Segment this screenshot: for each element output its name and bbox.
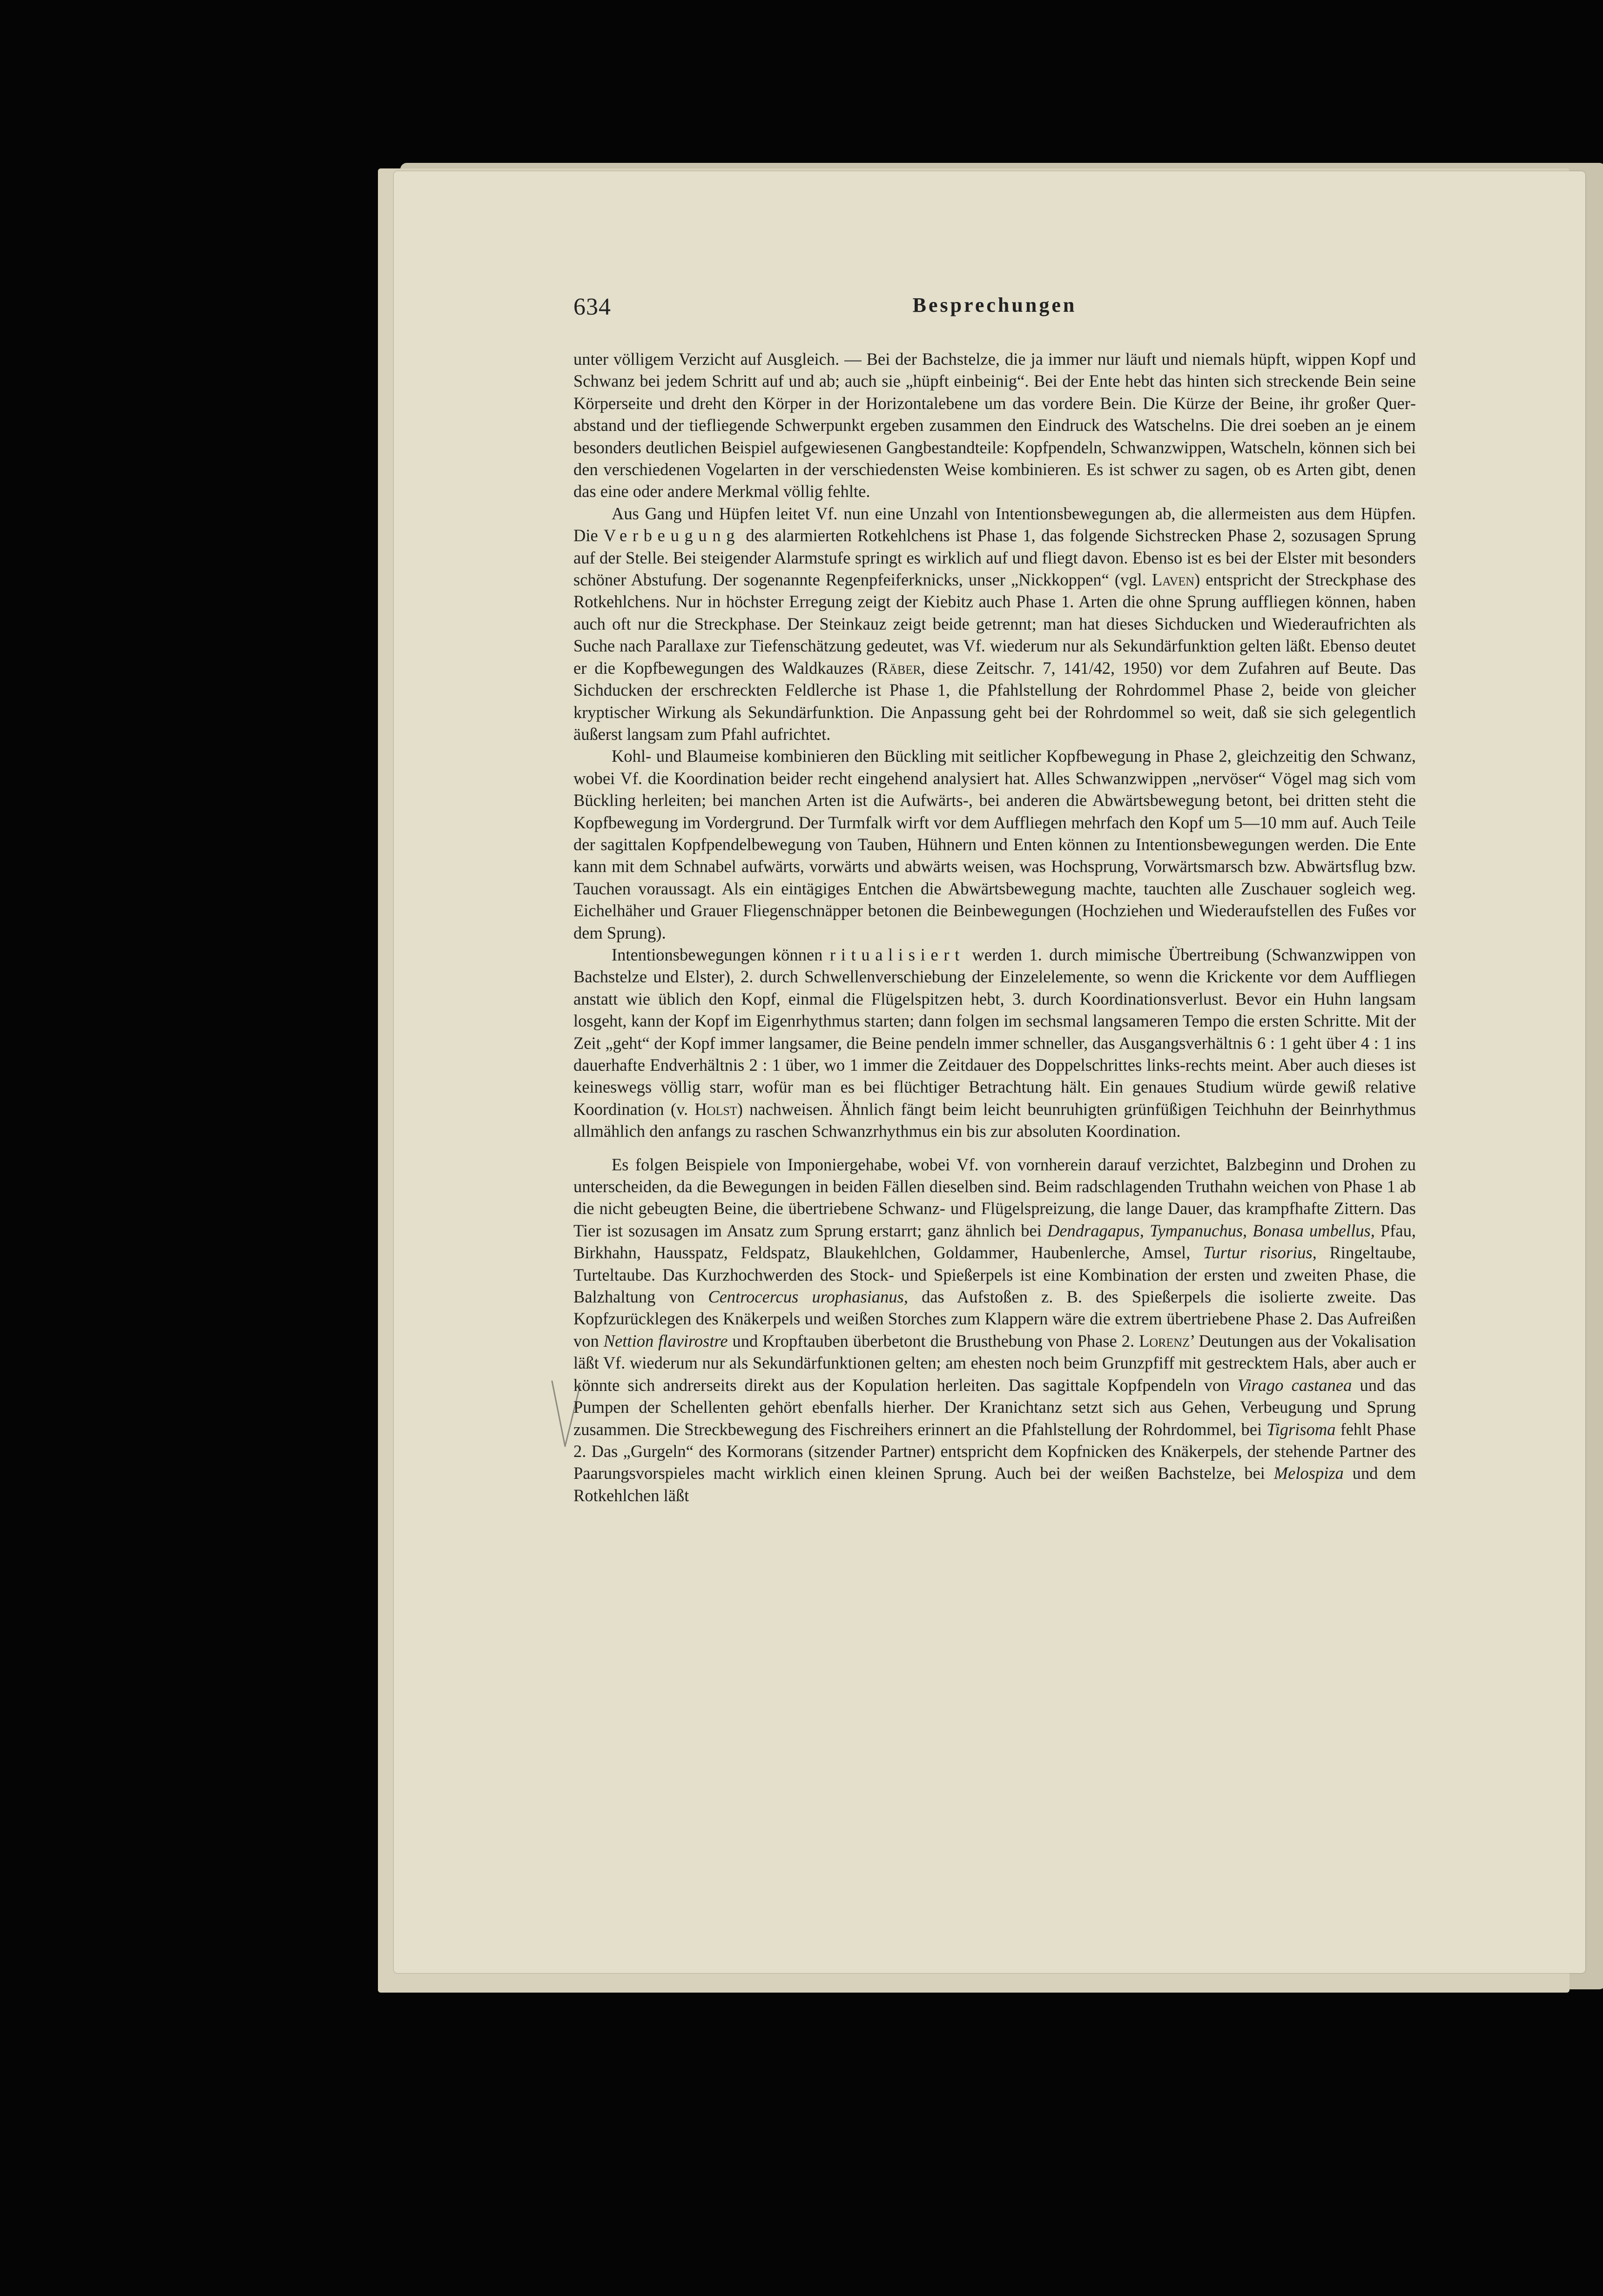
paragraph-text: und Kropftauben überbetont die Brusthebung von Phase 2.	[727, 1331, 1139, 1350]
paragraph-text: Pfau, Birkhahn, Hausspatz, Feldspatz, Blaukehlchen, Goldammer, Haubenlerche, Amsel,	[573, 1221, 1416, 1262]
author-name: Laven	[1152, 570, 1195, 590]
paragraph-text: und dem Rotkehlchen läßt	[573, 1464, 1416, 1505]
author-name: Räber	[877, 658, 921, 678]
author-name: Holst	[694, 1099, 737, 1119]
paragraph-text: , diese Zeitschr. 7, 141/42, 1950) vor dem Zufahren auf Beute. Das Sichducken der erschreckten Feldlerche ist Phase 1, die Pfahlstellung der Rohrdommel Phase 2, beide von gleicher kryptischer Wirkung als Sekundärfunktion. Die Anpassung geht bei der Rohrdommel so weit, daß sie sich gelegentlich äußerst langsam zum Pfahl aufrichtet.	[573, 658, 1416, 744]
species-name: Centrocercus urophasianus,	[708, 1287, 908, 1307]
paragraph-tit-bobbing	[573, 745, 1416, 944]
species-name: Nettion flavirostre	[603, 1331, 728, 1350]
species-name: Turtur risorius,	[1203, 1243, 1317, 1262]
paragraph-text: werden 1. durch mimische Übertreibung (Schwanzwippen von Bachstelze und Elster), 2. durch Schwellenverschiebung der Einzelelemente, so wenn die Krickente vor dem Auffliegen anstatt wie üblich den Kopf, einmal die Flügelspitzen hebt, 3. durch Koordinationsverlust. Bevor ein Huhn langsam losgeht, kann der Kopf im Eigenrhythmus starten; dann folgen im sechsmal langsameren Tempo die ersten Schritte. Mit der Zeit „geht“ der Kopf immer langsamer, die Beine pendeln immer schneller, das Ausgangsverhältnis 6 : 1 geht über 4 : 1 ins dauerhafte Endverhältnis 2 : 1 über, wo 1 immer die Zeitdauer des Doppelschrittes links-rechts meint. Aber auch dieses ist keineswegs völlig starr, wofür man es bei flüchtiger Betrachtung hält. Ein genaues Studium würde gewiß relative Koordination (v.	[573, 945, 1416, 1119]
paragraph-gait-summary	[573, 348, 1416, 503]
paragraph-text: Es folgen Beispiele von Imponiergehabe, wobei Vf. von vornherein darauf verzichtet, Balzbeginn und Drohen zu unterscheiden, da die Bewegungen in beiden Fällen dieselben sind. Beim radschlagenden Truthahn weichen von Phase 1 ab die nicht gebeugten Beine, die übertriebene Schwanz- und Flügelspreizung, die lange Dauer, das krampfhafte Zittern. Das Tier ist sozusagen im Ansatz zum Sprung erstarrt; ganz ähnlich bei	[573, 1155, 1416, 1240]
paragraph-display-behaviour	[573, 1154, 1416, 1507]
paragraph-ritualization	[573, 944, 1416, 1142]
book-page	[394, 171, 1585, 1973]
author-name: Lorenz	[1139, 1331, 1190, 1350]
page-header	[573, 293, 1416, 326]
page-number: 634	[573, 294, 611, 320]
spaced-term: ritualisiert	[829, 945, 965, 964]
paragraph-text: Ringeltaube, Turteltaube. Das Kurzhochwerden des Stock- und Spießerpels ist eine Kombination der ersten und zweiten Phase, die Balzhaltung von	[573, 1243, 1416, 1307]
body-text	[573, 348, 1416, 1506]
paragraph-text: fehlt Phase 2. Das „Gurgeln“ des Kormorans (sitzender Partner) entspricht dem Kopfnicken des Knäkerpels, der stehende Partner des Paarungsvorspieles macht wirklich einen kleinen Sprung. Auch bei der weißen Bachstelze, bei	[573, 1419, 1416, 1483]
paragraph-text: Intentionsbewegungen können	[612, 945, 830, 964]
paragraph-text: ) nachweisen. Ähnlich fängt beim leicht beunruhigten grünfüßigen Teichhuhn der Beinrhythmus allmählich den anfangs zu raschen Schwanzrhythmus ein bis zur absoluten Koordination.	[573, 1099, 1416, 1141]
paragraph-text: das Aufstoßen z. B. des Spießerpels die isolierte zweite. Das Kopfzurücklegen des Knäkerpels und weißen Storches zum Klappern wäre die extrem übertriebene Phase 2. Das Aufreißen von	[573, 1287, 1416, 1350]
paragraph-intention-movements	[573, 503, 1416, 745]
species-name: Melospiza	[1273, 1464, 1344, 1483]
paragraph-text: ) entspricht der Streckphase des Rotkehlchens. Nur in höchster Erregung zeigt der Kiebitz auch Phase 1. Arten die ohne Sprung auffliegen können, haben auch oft nur die Streckphase. Der Steinkauz zeigt beide getrennt; man hat dieses Sichducken und Wiederaufrichten als Suche nach Parallaxe zur Tiefenschätzung gedeutet, was Vf. wiederum nur als Sekundärfunktion gelten läßt. Ebenso deutet er die Kopfbewegungen des Waldkauzes (	[573, 570, 1416, 678]
paragraph-text: des alarmierten Rotkehlchens ist Phase 1, das folgende Sichstrecken Phase 2, sozusagen Sprung auf der Stelle. Bei steigender Alarmstufe springt es wirklich auf und fliegt davon. Ebenso ist es bei der Elster mit besonders schöner Abstufung. Der sogenannte Regenpfeiferknicks, unser „Nickkoppen“ (vgl.	[573, 526, 1416, 590]
paragraph-text: ’ Deutungen aus der Vokalisation läßt Vf. wiederum nur als Sekundärfunktionen gelten; am ehesten noch beim Grunzpfiff mit gestrecktem Hals, aber auch er könnte sich andrerseits direkt aus der Kopulation herleiten. Das sagittale Kopfpendeln von	[573, 1331, 1416, 1395]
species-name: Virago castanea	[1237, 1375, 1352, 1395]
paragraph-text: Kohl- und Blaumeise kombinieren den Bückling mit seitlicher Kopfbewegung in Phase 2, gleichzeitig den Schwanz, wobei Vf. die Koordination beider recht eingehend analysiert hat. Alles Schwanzwippen „nervöser“ Vögel mag sich vom Bückling herleiten; bei manchen Arten ist die Aufwärts-, bei anderen die Abwärtsbewegung betont, bei dritten steht die Kopfbewegung im Vordergrund. Der Turmfalk wirft vor dem Auffliegen mehrfach den Kopf um 5—10 mm auf. Auch Teile der sagittalen Kopfpendelbewegung von Tauben, Hühnern und Enten können zu Intentionsbewegungen werden. Die Ente kann mit dem Schnabel aufwärts, vorwärts und abwärts weisen, was Hochsprung, Vorwärtsmarsch bzw. Abwärtsflug bzw. Tauchen voraussagt. Als ein eintägiges Entchen die Abwärtsbewegung machte, tauchten alle Zuschauer sogleich weg. Eichelhäher und Grauer Fliegenschnäpper betonen die Beinbewegungen (Hochziehen und Wiederaufstellen des Fußes vor dem Sprung).	[573, 746, 1416, 942]
paragraph-text: Aus Gang und Hüpfen leitet Vf. nun eine Unzahl von Intentionsbewegungen ab, die allermeisten aus dem Hüpfen. Die	[573, 504, 1416, 545]
species-name: Tigrisoma	[1266, 1419, 1336, 1439]
paragraph-text: unter völligem Verzicht auf Ausgleich. — Bei der Bachstelze, die ja immer nur läuft und niemals hüpft, wippen Kopf und Schwanz bei jedem Schritt auf und ab; auch sie „hüpft einbeinig“. Bei der Ente hebt das hinten sich streckende Bein seine Körperseite und dreht den Körper in der Horizontalebene um das vordere Bein. Die Kürze der Beine, ihr großer Querabstand und der tiefliegende Schwerpunkt ergeben zusammen den Eindruck des Watschelns. Die drei soeben an je einem besonders deutlichen Beispiel aufgewiesenen Gangbestandteile: Kopfpendeln, Schwanzwippen, Watscheln, können sich bei den verschiedenen Vogelarten in der verschiedensten Weise kombinieren. Es ist schwer zu sagen, ob es Arten gibt, denen das eine oder andere Merkmal völlig fehlte.	[573, 349, 1416, 501]
paragraph-text: und das Pumpen der Schellenten gehört ebenfalls hierher. Der Kranichtanz setzt sich aus Gehen, Verbeugung und Sprung zusammen. Die Streckbewegung des Fischreihers erinnert an die Pfahlstellung der Rohrdommel, bei	[573, 1375, 1416, 1439]
spaced-term: Verbeugung	[604, 526, 741, 545]
running-head: Besprechungen	[912, 294, 1077, 316]
species-name: Dendragapus, Tympanuchus, Bonasa umbellus,	[1047, 1221, 1375, 1240]
